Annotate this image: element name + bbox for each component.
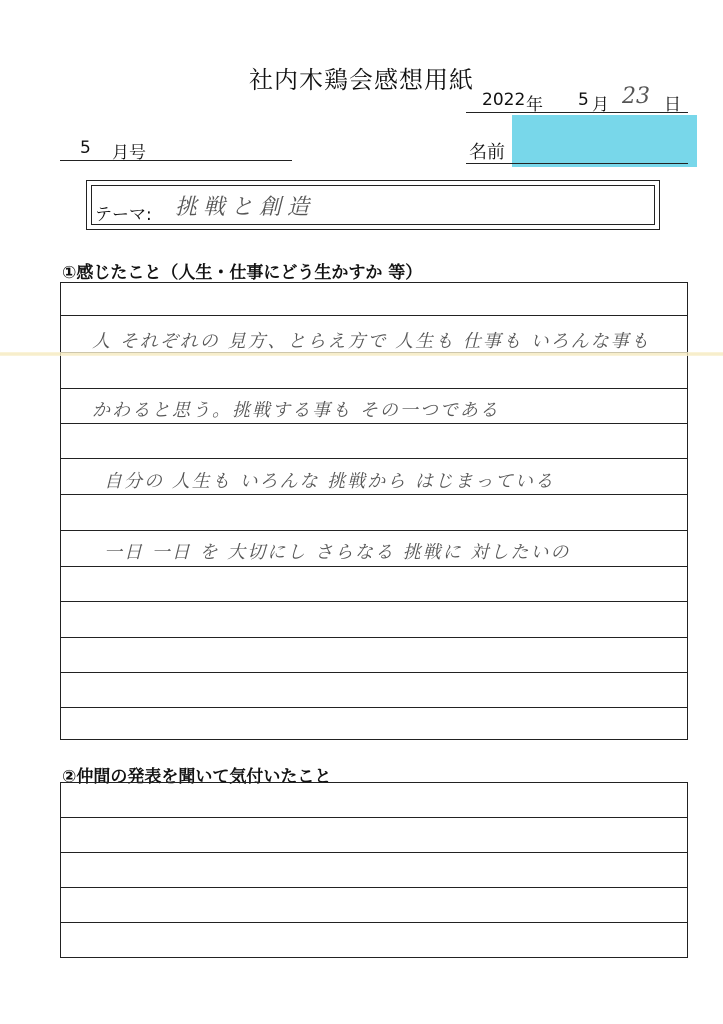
name-redaction [512,115,697,167]
ruled-line [60,817,688,818]
section2-lined-box [60,782,688,958]
ruled-line [60,530,688,531]
ruled-line [60,707,688,708]
date-month-unit: 月 [592,95,609,115]
date-month: 5 [578,90,589,110]
handwritten-entry-1: 人 それぞれの 見方、とらえ方で 人生も 仕事も いろんな事も [92,331,651,352]
issue-month: 5 [80,138,91,158]
name-label: 名前 [469,142,505,163]
ruled-line [60,566,688,567]
ruled-line [60,672,688,673]
ruled-line [60,494,688,495]
theme-value: 挑戦と創造 [175,195,316,220]
handwritten-entry-2: かわると思う。挑戦する事も その一つである [92,400,500,421]
date-underline [466,112,688,113]
form-title: 社内木鶏会感想用紙 [249,66,474,94]
date-day-unit: 日 [664,95,681,115]
ruled-line [60,637,688,638]
ruled-line [60,601,688,602]
ruled-line [60,423,688,424]
ruled-line [60,388,688,389]
issue-underline [60,160,292,161]
ruled-line [60,458,688,459]
name-underline [466,163,688,164]
date-year: 2022 [482,90,526,110]
date-day: 23 [622,84,650,109]
ruled-line [60,315,688,316]
ruled-line [60,852,688,853]
issue-label: 月号 [112,143,146,163]
section1-title: ①感じたこと（人生・仕事にどう生かすか 等） [62,263,423,283]
handwritten-entry-4: 一日 一日 を 大切にし さらなる 挑戦に 対したいの [104,542,571,563]
section2-title: ②仲間の発表を聞いて気付いたこと [62,767,332,787]
theme-label: テーマ: [95,205,152,225]
handwritten-entry-3: 自分の 人生も いろんな 挑戦から はじまっている [104,471,555,492]
ruled-line [60,887,688,888]
ruled-line [60,922,688,923]
date-year-unit: 年 [526,95,543,115]
